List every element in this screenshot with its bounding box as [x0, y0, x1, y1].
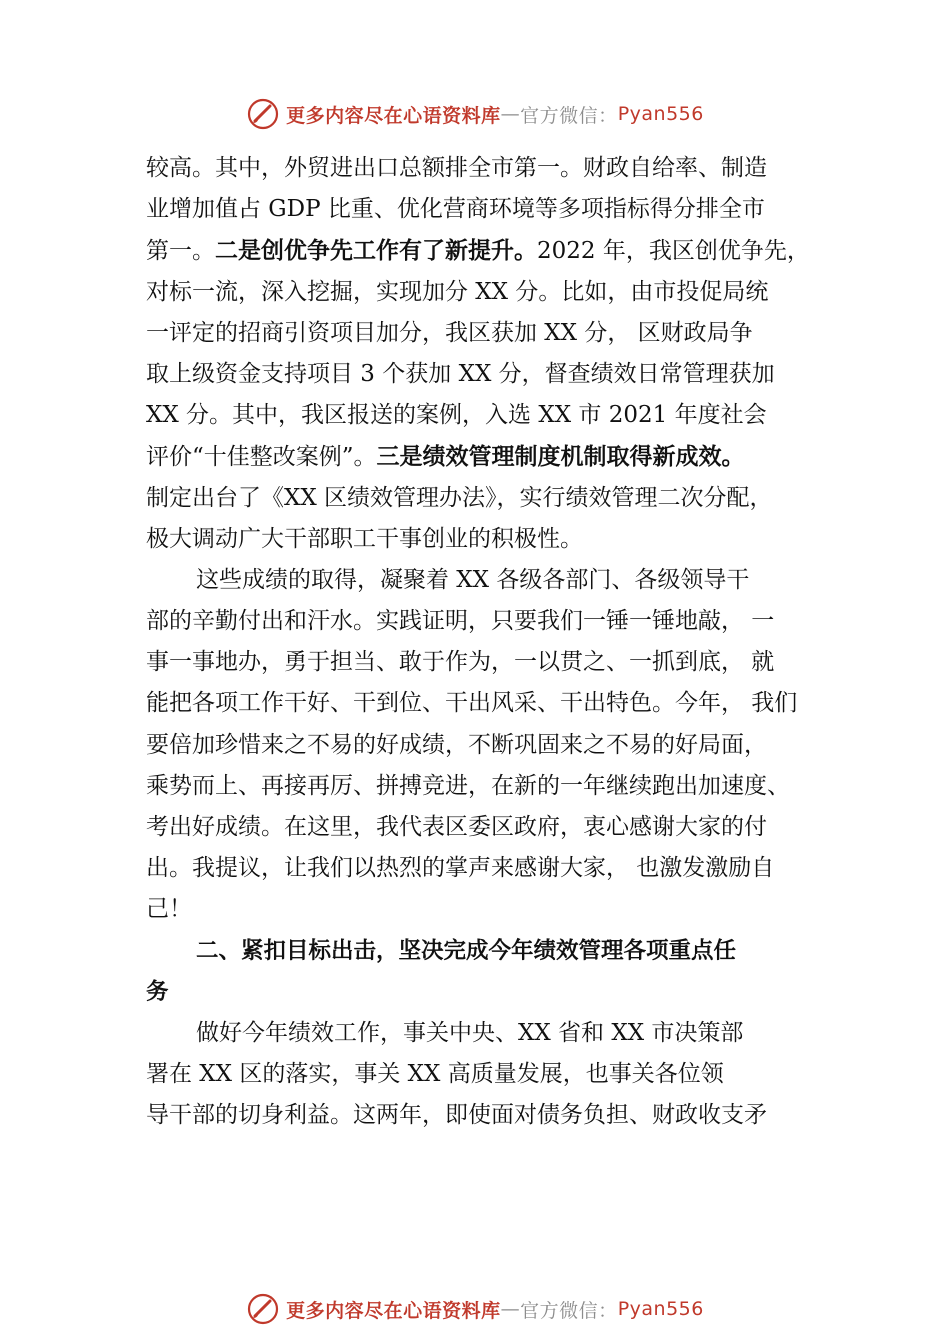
text-run: 2022 年，我区创优争先，: [537, 238, 810, 265]
text-run: 第一。: [146, 238, 215, 265]
text-line: 出。我提议，让我们以热烈的掌声来感谢大家， 也激发激励自: [146, 855, 775, 882]
watermark-separator: —: [500, 103, 521, 125]
text-line: 做好今年绩效工作，事关中央、XX 省和 XX 市决策部: [196, 1019, 744, 1046]
section-heading-cont: 务: [146, 978, 169, 1005]
footer-watermark: [0, 1289, 950, 1329]
watermark-brand: 更多内容尽在心语资料库: [286, 104, 501, 127]
text-line: 乘势而上、再接再厉、拼搏竞进，在新的一年继续跑出加速度、: [146, 772, 790, 799]
document-body: [146, 148, 846, 1137]
watermark-handle: Pyan556: [617, 103, 704, 125]
text-line: 极大调动广大干部职工干事创业的积极性。: [146, 525, 583, 552]
text-line: 事一事地办，勇于担当、敢于作为，一以贯之、一抓到底， 就: [146, 649, 775, 676]
text-line: 取上级资金支持项目 3 个获加 XX 分，督查绩效日常管理获加: [146, 360, 775, 387]
text-line: 业增加值占 GDP 比重、优化营商环境等多项指标得分排全市: [146, 196, 765, 223]
header-watermark: [0, 94, 950, 134]
text-line: 考出好成绩。在这里，我代表区委区政府，衷心感谢大家的付: [146, 814, 767, 840]
text-line: 导干部的切身利益。这两年，即使面对债务负担、财政收支矛: [146, 1102, 767, 1129]
text-line: [146, 436, 846, 477]
text-line: 署在 XX 区的落实，事关 XX 高质量发展，也事关各位领: [146, 1061, 724, 1088]
bold-point: 三是绩效管理制度机制取得新成效。: [376, 443, 745, 471]
section-heading: 二、紧扣目标出击，坚决完成今年绩效管理各项重点任: [196, 937, 737, 964]
text-line: 这些成绩的取得，凝聚着 XX 各级各部门、各级领导干: [196, 566, 750, 593]
text-line: 要倍加珍惜来之不易的好成绩，不断巩固来之不易的好局面，: [146, 731, 767, 758]
text-line: 制定出台了《XX 区绩效管理办法》，实行绩效管理二次分配，: [146, 484, 773, 511]
text-run: 评价“十佳整改案例”。: [146, 444, 377, 471]
text-line: 较高。其中，外贸进出口总额排全市第一。财政自给率、制造: [146, 155, 767, 181]
text-line: 对标一流，深入挖掘，实现加分 XX 分。比如，由市投促局统: [146, 278, 769, 305]
text-line: 能把各项工作干好、干到位、干出风采、干出特色。今年， 我们: [146, 690, 798, 717]
watermark-separator: —: [500, 1298, 521, 1320]
watermark-handle: Pyan556: [617, 1298, 704, 1320]
text-line: 己！: [146, 896, 192, 923]
text-line: [146, 230, 846, 271]
text-line: 一评定的招商引资项目加分，我区获加 XX 分， 区财政局争: [146, 319, 753, 346]
text-line: XX 分。其中，我区报送的案例，入选 XX 市 2021 年度社会: [146, 402, 767, 429]
watermark-label: 官方微信：: [520, 104, 618, 127]
brush-logo-icon: [246, 1292, 280, 1326]
bold-point: 二是创优争先工作有了新提升。: [215, 237, 537, 265]
watermark-brand: 更多内容尽在心语资料库: [286, 1299, 501, 1322]
watermark-label: 官方微信：: [520, 1299, 618, 1322]
brush-logo-icon: [246, 97, 280, 131]
text-line: 部的辛勤付出和汗水。实践证明，只要我们一锤一锤地敲， 一: [146, 608, 775, 635]
